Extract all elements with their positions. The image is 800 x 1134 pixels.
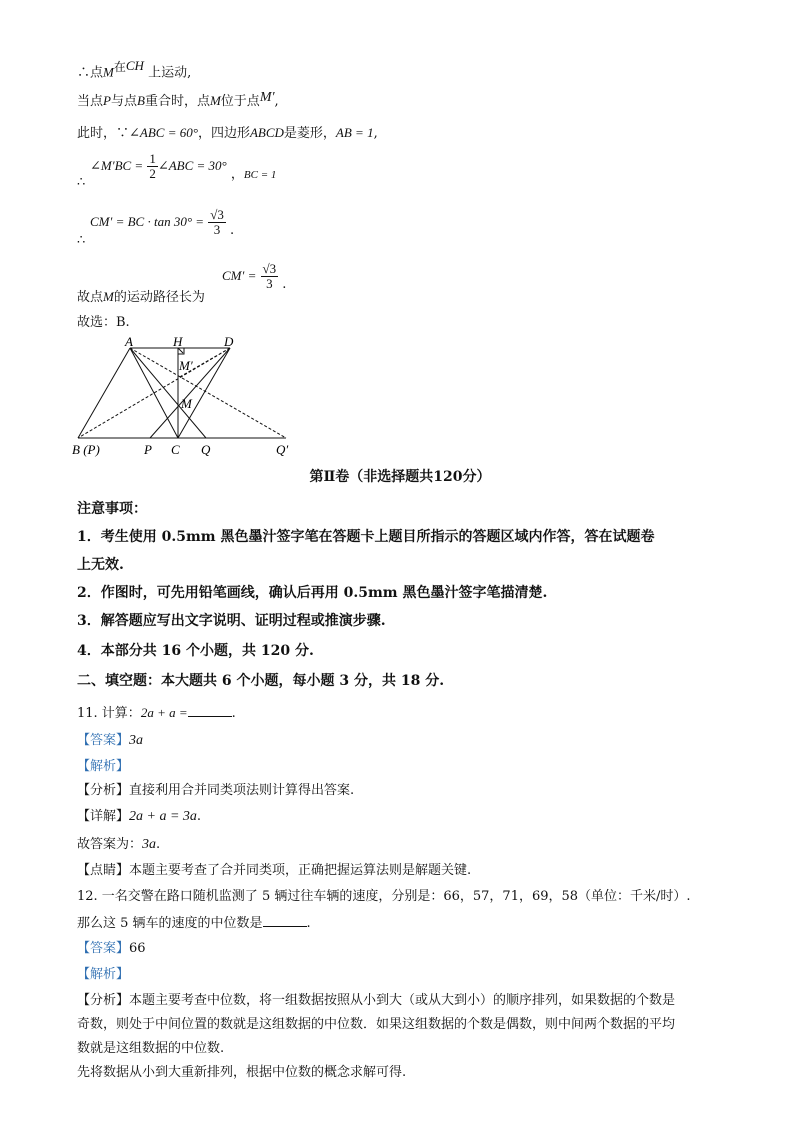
fraction-root3-over-3: [261, 262, 279, 291]
text: 66: [129, 941, 146, 956]
label-B-P: B (P): [72, 442, 100, 457]
math-var: M′: [259, 90, 275, 105]
math-expr: BC = 1: [243, 169, 277, 181]
segment-AB: [78, 348, 130, 438]
math-var: P: [103, 93, 111, 108]
therefore-1: [77, 174, 85, 192]
notice-1b: 上无效.: [77, 557, 124, 573]
text: 故选：B.: [77, 315, 130, 330]
math-expr: 2a + a = 3a: [129, 809, 197, 824]
solution-line-4: [90, 152, 276, 181]
q11-analysis-tag: 【解析】: [77, 759, 130, 774]
denominator: 2: [149, 166, 156, 181]
answer-tag: 【答案】: [77, 733, 130, 748]
solution-line-6-expr: [222, 262, 286, 291]
notice-3: 3．解答题应写出文字说明、证明过程或推演步骤.: [77, 613, 386, 629]
text: .: [306, 916, 311, 931]
text: 本题主要考查中位数，将一组数据按照从小到大（或从大到小）的顺序排列，如果数据的个数是: [129, 993, 676, 1008]
label-D: D: [224, 336, 234, 349]
label-M-prime: M′: [179, 358, 193, 373]
therefore-symbol: ∴: [77, 233, 86, 248]
tag: 【分析】: [77, 993, 130, 1008]
denominator: 3: [266, 276, 273, 291]
answer-tag: 【答案】: [77, 941, 130, 956]
text: ∴点: [77, 65, 104, 81]
denominator: 3: [213, 222, 221, 237]
text: ，四边形: [197, 126, 250, 141]
label-M: M: [181, 396, 192, 411]
math-expr: 3a: [142, 837, 157, 852]
text: 那么这 5 辆车的速度的中位数是: [77, 916, 263, 931]
math-expr: ∠M′BC =: [90, 158, 144, 173]
text: ,: [274, 94, 279, 109]
numerator: √3: [210, 207, 224, 222]
text: .: [282, 277, 287, 292]
answer-blank: [263, 914, 307, 927]
text: 重合时，点: [144, 94, 210, 109]
text: 故点: [77, 290, 104, 305]
solution-line-3: [77, 124, 378, 143]
math-var: M: [103, 64, 114, 80]
section-title: 第Ⅱ卷（非选择题共120分）: [309, 469, 491, 485]
q11-stem: [77, 704, 236, 723]
label-Q-prime: Q′: [276, 442, 289, 457]
notice-1a: 1．考生使用 0.5mm 黑色墨汁签字笔在答题卡上题目所指示的答题区域内作答，答在试题卷: [77, 529, 655, 545]
q11-final: [77, 836, 160, 854]
q12-analysis-2: 奇数，则处于中间位置的数就是这组数据的中位数．如果这组数据的个数是偶数，则中间两个数据的平均: [77, 1017, 676, 1032]
label-C: C: [171, 442, 180, 457]
math-expr: 2a + a =: [140, 705, 188, 720]
rhombus-figure: [70, 336, 300, 464]
solution-line-6: [77, 288, 205, 307]
text: .: [196, 809, 202, 824]
math-var: M: [209, 93, 221, 108]
math-var: M: [103, 289, 114, 304]
math-expr: 3a: [129, 733, 144, 748]
math-expr: ∠ABC = 60°: [129, 125, 198, 140]
q12-line-1: 12. 一名交警在路口随机监测了 5 辆过往车辆的速度，分别是：66，57，71，69，58（单位：千米/时）.: [77, 889, 691, 904]
tag: 【点睛】: [77, 863, 130, 878]
solution-line-7: [77, 314, 130, 332]
tag: 【详解】: [77, 809, 130, 824]
text: 11. 计算：: [77, 706, 141, 721]
label-Q: Q: [201, 442, 211, 457]
notice-4: 4．本部分共 16 个小题，共 120 分.: [77, 643, 314, 659]
text: 故答案为：: [77, 837, 143, 852]
q12-analysis-3: 数就是这组数据的中位数.: [77, 1041, 225, 1056]
q11-answer: [77, 732, 143, 750]
segment-AQ: [130, 348, 206, 438]
fraction-half: [147, 152, 158, 181]
math-expr: CM′ =: [222, 268, 257, 283]
math-expr: AB = 1: [335, 125, 374, 140]
text: ,: [373, 126, 378, 141]
q12-answer: [77, 940, 146, 958]
numerator: √3: [262, 261, 277, 276]
fraction-root3-over-3: [208, 208, 226, 237]
text: .: [231, 706, 236, 721]
text: .: [229, 223, 235, 238]
text: .: [156, 837, 161, 852]
therefore-2: [77, 232, 85, 250]
solution-line-5: [90, 208, 234, 237]
text: 此时，∵: [77, 126, 130, 141]
math-var: ABCD: [249, 125, 284, 140]
q12-line-2: [77, 914, 311, 933]
text: 是菱形，: [283, 126, 336, 141]
label-A: A: [125, 336, 133, 349]
text: 与点: [110, 94, 137, 109]
text: 上运动,: [148, 65, 192, 81]
text: 在: [113, 60, 126, 74]
part-2-heading: 二、填空题：本大题共 6 个小题，每小题 3 分，共 18 分.: [77, 673, 445, 689]
math-var: CH: [125, 58, 144, 74]
math-expr: ∠ABC = 30°: [157, 158, 227, 173]
math-var: B: [136, 93, 145, 108]
label-H: H: [173, 336, 183, 349]
text: 的运动路径长为: [113, 290, 205, 305]
text: ，: [230, 167, 244, 182]
solution-line-1: [77, 58, 191, 82]
notice-title: 注意事项：: [77, 501, 147, 517]
therefore-symbol: ∴: [77, 175, 86, 190]
q11-comment: [77, 862, 471, 880]
answer-blank: [188, 704, 232, 717]
q12-analysis-1: [77, 992, 675, 1010]
notice-2: 2．作图时，可先用铅笔画线，确认后再用 0.5mm 黑色墨汁签字笔描清楚.: [77, 585, 548, 601]
label-P: P: [144, 442, 152, 457]
text: 位于点: [220, 94, 260, 109]
text: 当点: [77, 94, 104, 109]
numerator: 1: [149, 151, 156, 166]
tag: 【分析】: [77, 783, 130, 798]
q12-analysis-tag: 【解析】: [77, 967, 130, 982]
solution-line-2: [77, 92, 279, 111]
q11-analysis: [77, 782, 354, 800]
text: 本题主要考查了合并同类项，正确把握运算法则是解题关键.: [129, 863, 472, 878]
q12-last-line: 先将数据从小到大重新排列，根据中位数的概念求解可得.: [77, 1065, 407, 1080]
math-expr: CM′ = BC · tan 30° =: [90, 214, 205, 229]
text: 直接利用合并同类项法则计算得出答案.: [129, 783, 355, 798]
q11-detail: [77, 808, 201, 826]
